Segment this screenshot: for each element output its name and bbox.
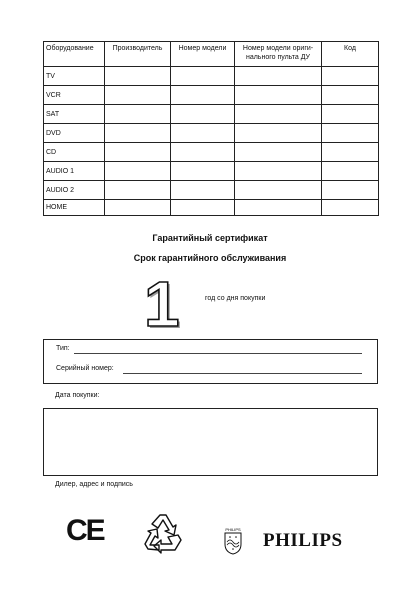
warranty-period-heading: Срок гарантийного обслуживания (133, 253, 287, 263)
table-row (44, 143, 379, 162)
dealer-box[interactable] (43, 408, 378, 476)
row-label: DVD (44, 124, 105, 143)
table-row (44, 86, 379, 105)
serial-number-line[interactable] (123, 373, 362, 374)
table-row (44, 124, 379, 143)
table-row (44, 105, 379, 124)
table-row (44, 67, 379, 86)
header-equipment: Оборудование (44, 42, 105, 67)
table-row (44, 200, 379, 216)
purchase-date-label: Дата покупки: (55, 392, 100, 399)
recycle-icon (140, 509, 186, 555)
table-row (44, 162, 379, 181)
product-info-box (43, 339, 378, 384)
dealer-label: Дилер, адрес и подпись (55, 481, 133, 488)
header-code: Код (322, 42, 379, 67)
equipment-codes-table (43, 41, 379, 216)
type-label: Тип: (56, 345, 70, 352)
type-line[interactable] (74, 353, 362, 354)
header-manufacturer: Производитель (105, 42, 171, 67)
header-original-remote-model: Номер модели ориги-нального пульта ДУ (235, 42, 322, 67)
row-label: VCR (44, 86, 105, 105)
warranty-certificate-title: Гарантийный сертификат (152, 233, 268, 243)
row-label: AUDIO 2 (44, 181, 105, 200)
philips-wordmark: PHILIPS (263, 530, 343, 551)
warranty-period-text: год со дня покупки (205, 295, 266, 302)
row-label: SAT (44, 105, 105, 124)
row-label: HOME (44, 200, 105, 216)
table-header-row (44, 42, 379, 67)
row-label: TV (44, 67, 105, 86)
serial-number-label: Серийный номер: (56, 365, 114, 372)
ce-mark-logo: CE (66, 514, 104, 547)
row-label: CD (44, 143, 105, 162)
row-label: AUDIO 1 (44, 162, 105, 181)
table-row (44, 181, 379, 200)
shield-text: PHILIPS (225, 527, 241, 532)
header-model-number: Номер модели (171, 42, 235, 67)
warranty-period-number: 1 (144, 268, 180, 340)
philips-shield-logo (224, 527, 242, 555)
